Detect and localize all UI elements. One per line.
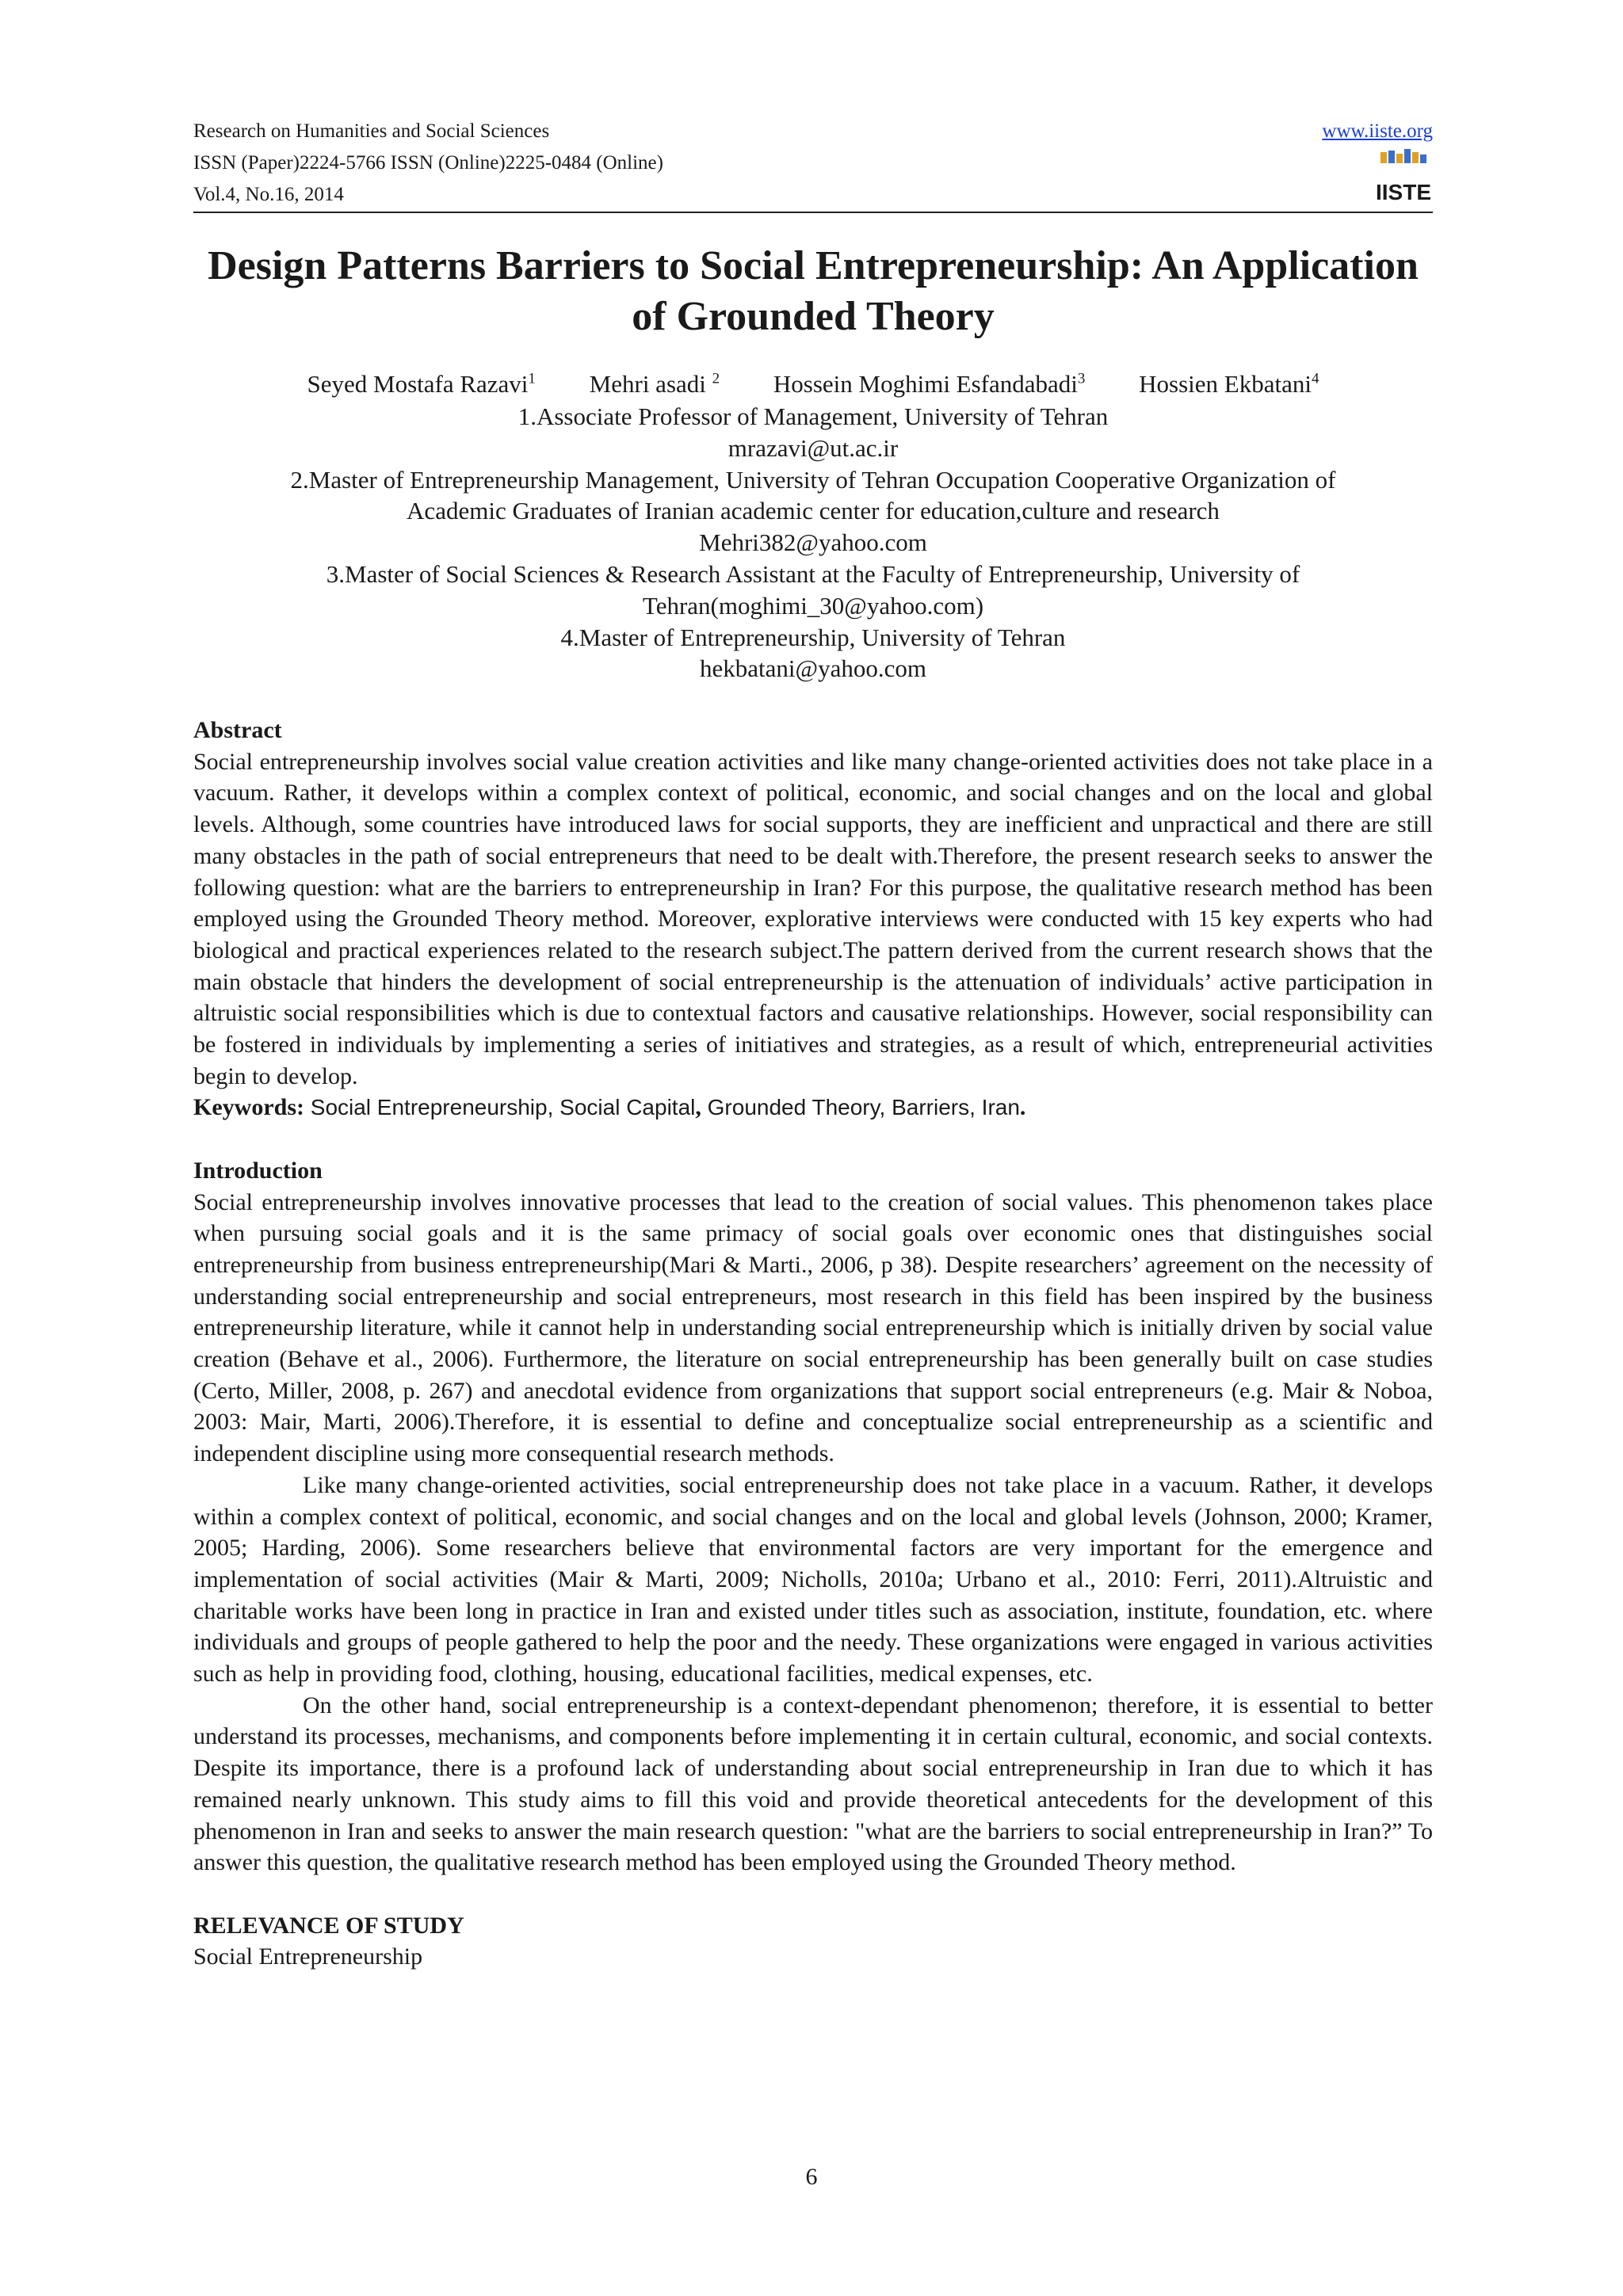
keywords-list-a: Social Entrepreneurship, Social Capital xyxy=(304,1095,696,1120)
affiliation-line: 4.Master of Entrepreneurship, University of Tehran xyxy=(560,623,1066,651)
author-email: hekbatani@yahoo.com xyxy=(700,654,926,683)
author: Hossein Moghimi Esfandabadi$^3$ xyxy=(773,370,1086,398)
journal-name: Research on Humanities and Social Sciences xyxy=(193,120,550,142)
relevance-heading: RELEVANCE OF STUDY xyxy=(193,1912,464,1939)
keywords-period: . xyxy=(1019,1094,1026,1121)
intro-paragraph: Like many change-oriented activities, social entrepreneurship does not take place in a vacuum. Rather, it develops within a complex context of political, economic, and social changes and on the local and global levels (Johnson, 2000; Kramer, 2005; Harding, 2006). Some researchers believe that environmental factors are very important for the emergence and implementation of social activities (Mair & Marti, 2009; Nicholls, 2010a; Urbano et al., 2010: Ferri, 2011).Altruistic and charitable works have been long in practice in Iran and existed under titles such as association, institute, foundation, etc. where individuals and groups of people gathered to help the poor and the needy. These organizations were engaged in various activities such as help in providing food, clothing, housing, educational facilities, medical expenses, etc. xyxy=(193,1471,1433,1688)
author-email: Mehri382@yahoo.com xyxy=(699,528,927,557)
keywords-label: Keywords: xyxy=(193,1094,304,1121)
journal-volume: Vol.4, No.16, 2014 xyxy=(193,184,344,205)
keywords-line xyxy=(193,1092,1433,1123)
intro-paragraph: On the other hand, social entrepreneurship is a context-dependant phenomenon; therefore, it is essential to better understand its processes, mechanisms, and components before implementing it in certain cultural, economic, and social contexts. Despite its importance, there is a profound lack of understanding about social entrepreneurship in Iran due to which it has remained nearly unknown. This study aims to fill this void and provide theoretical antecedents for the development of this phenomenon in Iran and seeks to answer the main research question: "what are the barriers to social entrepreneurship in Iran?” To answer this question, the qualitative research method has been employed using the Grounded Theory method. xyxy=(193,1691,1433,1876)
relevance-subheading: Social Entrepreneurship xyxy=(193,1943,423,1970)
introduction-heading: Introduction xyxy=(193,1157,323,1184)
header-rule xyxy=(193,212,1433,213)
journal-header xyxy=(193,116,663,211)
abstract-text: Social entrepreneurship involves social value creation activities and like many change-oriented activities does not take place in a vacuum. Rather, it develops within a complex context of political, economic, and social changes and on the local and global levels. Although, some countries have introduced laws for social supports, they are inefficient and unpractical and there are still many obstacles in the path of social entrepreneurs that need to be dealt with.Therefore, the present research seeks to answer the following question: what are the barriers to entrepreneurship in Iran? For this purpose, the qualitative research method has been employed using the Grounded Theory method. Moreover, explorative interviews were conducted with 15 key experts who had biological and practical experiences related to the research subject.The pattern derived from the current research shows that the main obstacle that hinders the development of social entrepreneurship is the attenuation of individuals’ active participation in altruistic social responsibilities which is due to contextual factors and causative relationships. However, social responsibility can be fostered in individuals by implementing a series of initiatives and strategies, as a result of which, entrepreneurial activities begin to develop. xyxy=(193,748,1433,1089)
keywords-comma: , xyxy=(695,1094,701,1121)
affiliation-line: Academic Graduates of Iranian academic center for education,culture and research xyxy=(407,497,1220,525)
iiste-logo xyxy=(1376,147,1431,206)
affiliation-line: 1.Associate Professor of Management, University of Tehran xyxy=(517,402,1109,430)
affiliation-line: 3.Master of Social Sciences & Research Assistant at the Faculty of Entrepreneurship, University of xyxy=(326,559,1300,588)
affiliations xyxy=(193,401,1433,685)
keywords-list-b: Grounded Theory, Barriers, Iran xyxy=(701,1095,1020,1120)
author: Mehri asadi $^2$ xyxy=(589,370,720,398)
spacer xyxy=(193,1878,1433,1910)
intro-paragraph: Social entrepreneurship involves innovative processes that lead to the creation of social values. This phenomenon takes place when pursuing social goals and it is the same primacy of social goals over economic ones that distinguishes social entrepreneurship from business entrepreneurship(Mari & Marti., 2006, p 38). Despite researchers’ agreement on the necessity of understanding social entrepreneurship and social entrepreneurs, most research in this field has been inspired by the business entrepreneurship literature, while it cannot help in understanding social entrepreneurship which is initially driven by social value creation (Behave et al., 2006). Furthermore, the literature on social entrepreneurship has been generally built on case studies (Certo, Miller, 2008, p. 267) and anecdotal evidence from organizations that support social entrepreneurs (e.g. Mair & Noboa, 2003: Mair, Marti, 2006).Therefore, it is essential to define and conceptualize social entrepreneurship as a scientific and independent discipline using more consequential research methods. xyxy=(193,1188,1433,1467)
author: Hossien Ekbatani$^4$ xyxy=(1139,370,1319,398)
affiliation-line: 2.Master of Entrepreneurship Management, University of Tehran Occupation Cooperative Organization of xyxy=(290,465,1336,494)
affiliation-line: Tehran(moghimi_30@yahoo.com) xyxy=(642,591,984,620)
author: Seyed Mostafa Razavi$^1$ xyxy=(307,370,536,398)
journal-issn: ISSN (Paper)2224-5766 ISSN (Online)2225-0484 (Online) xyxy=(193,152,663,174)
spacer xyxy=(193,1123,1433,1155)
page-number: 6 xyxy=(805,2164,818,2190)
paper-title: Design Patterns Barriers to Social Entrepreneurship: An Application of Grounded Theory xyxy=(208,243,1419,339)
author-line xyxy=(193,368,1433,401)
logo-wordmark: IISTE xyxy=(1376,180,1431,204)
journal-website-link[interactable]: www.iiste.org xyxy=(1322,120,1433,142)
abstract-heading: Abstract xyxy=(193,717,282,743)
author-email: mrazavi@ut.ac.ir xyxy=(727,433,899,462)
paper-body xyxy=(193,715,1433,1973)
